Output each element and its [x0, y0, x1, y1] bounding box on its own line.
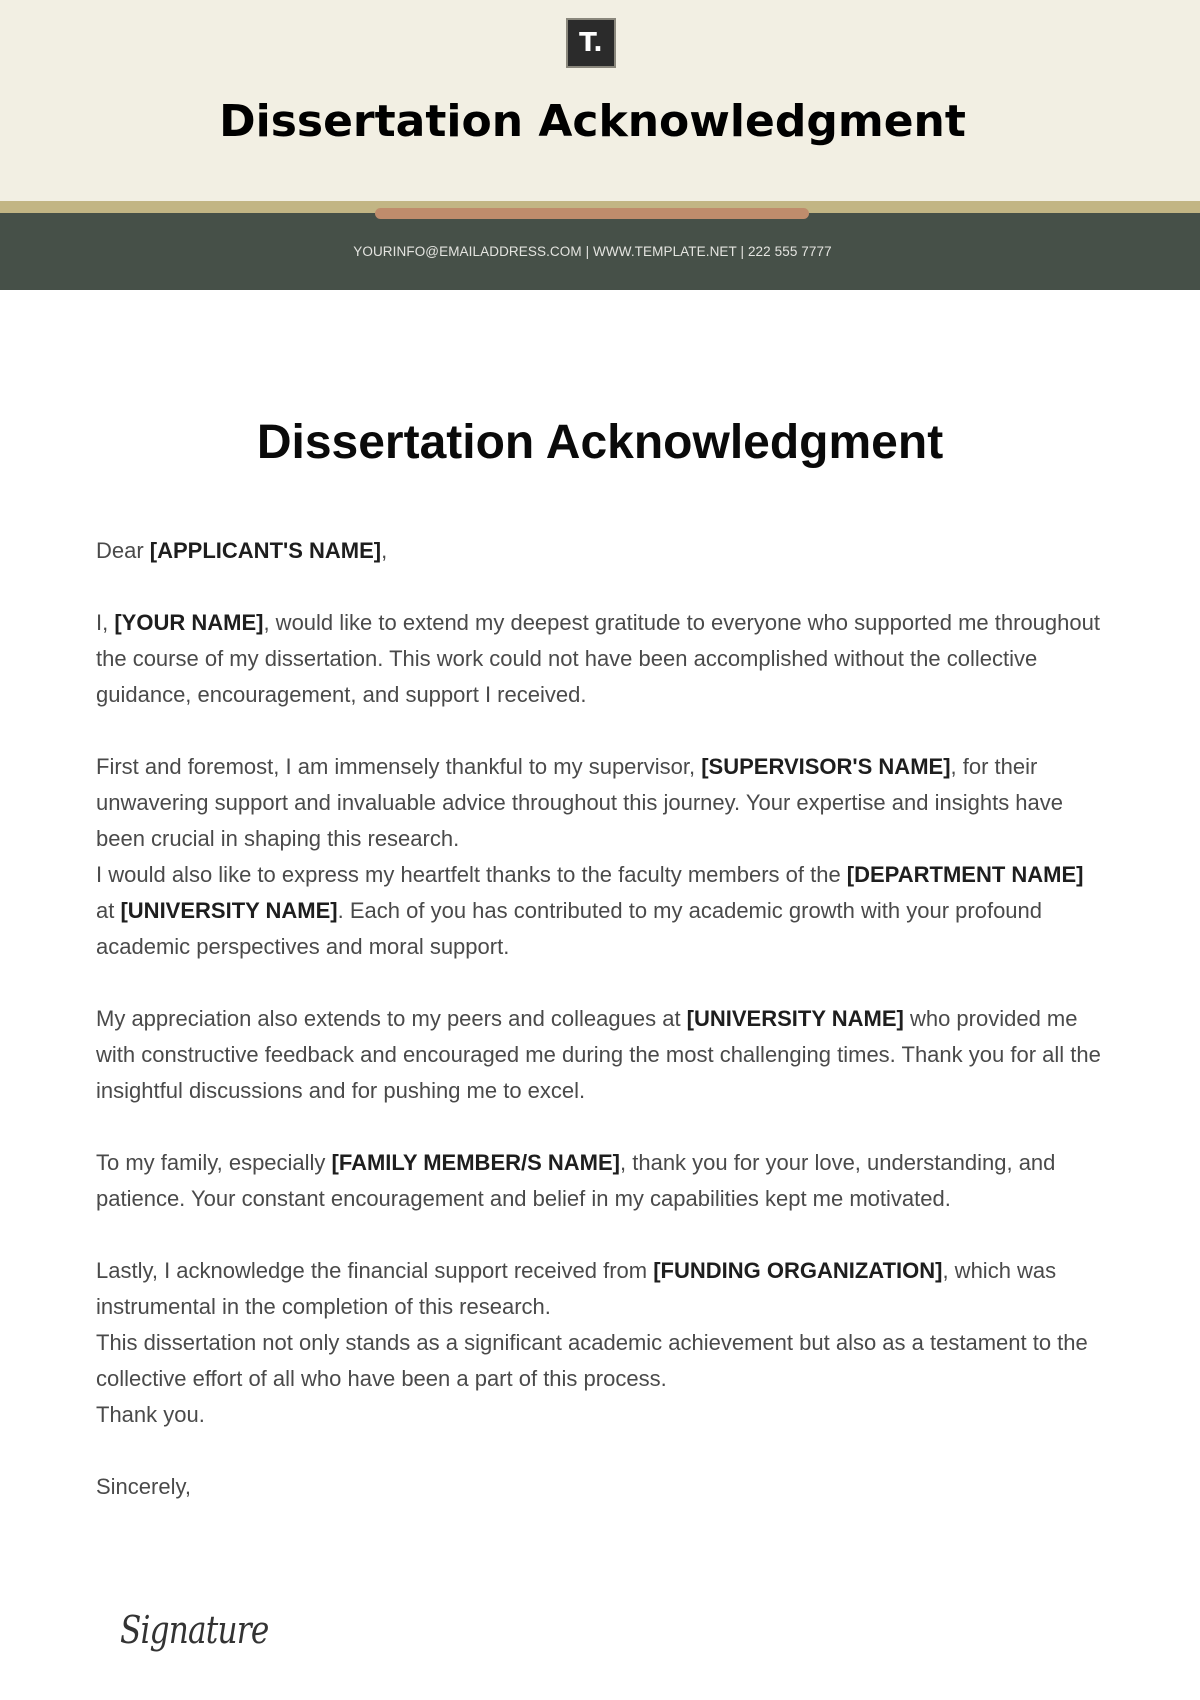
copper-accent-bar — [375, 208, 809, 219]
template-logo — [566, 18, 616, 68]
applicant-name-placeholder: [APPLICANT'S NAME] — [149, 538, 382, 563]
document-title: Dissertation Acknowledgment — [256, 416, 944, 469]
supervisor-name-placeholder: [SUPERVISOR'S NAME] — [701, 754, 951, 779]
signature: Signature — [120, 1608, 269, 1652]
closing: Sincerely, — [96, 1474, 191, 1499]
paragraph-intro: I, [YOUR NAME], would like to extend my deepest gratitude to everyone who supported me throughout the course of my dissertation. This work could not have been accomplished without the collective guidance, encouragement, and support I received. — [96, 610, 1100, 707]
paragraph-family: To my family, especially [FAMILY MEMBER/S NAME], thank you for your love, understanding, and patience. Your constant encouragement and belief in my capabilities kept me motivated. — [96, 1150, 1056, 1211]
paragraph-faculty: I would also like to express my heartfelt thanks to the faculty members of the [DEPARTMENT NAME] at [UNIVERSITY NAME]. Each of you has contributed to my academic growth with your profound academic perspectives and moral support. — [96, 862, 1084, 959]
university-name-placeholder: [UNIVERSITY NAME] — [686, 1006, 904, 1031]
funding-organization-placeholder: [FUNDING ORGANIZATION] — [653, 1258, 943, 1283]
university-name-placeholder: [UNIVERSITY NAME] — [120, 898, 338, 923]
paragraph-peers: My appreciation also extends to my peers and colleagues at [UNIVERSITY NAME] who provided me with constructive feedback and encouraged me during the most challenging times. Thank you for all the insightful discussions and for pushing me to excel. — [96, 1006, 1101, 1103]
your-name-placeholder: [YOUR NAME] — [114, 610, 264, 635]
logo-t-icon: T. — [579, 28, 603, 58]
thank-you-line: Thank you. — [96, 1402, 205, 1427]
header-title: Dissertation Acknowledgment — [219, 96, 966, 147]
paragraph-funding: Lastly, I acknowledge the financial support received from [FUNDING ORGANIZATION], which was instrumental in the completion of this research. — [96, 1258, 1057, 1319]
paragraph-testament: This dissertation not only stands as a significant academic achievement but also as a testament to the collective effort of all who have been a part of this process. — [96, 1330, 1088, 1391]
family-member-placeholder: [FAMILY MEMBER/S NAME] — [331, 1150, 621, 1175]
department-name-placeholder: [DEPARTMENT NAME] — [846, 862, 1084, 887]
salutation: Dear [APPLICANT'S NAME], — [96, 538, 388, 563]
letter-body — [96, 533, 1106, 1505]
paragraph-supervisor: First and foremost, I am immensely thankful to my supervisor, [SUPERVISOR'S NAME], for their unwavering support and invaluable advice throughout this journey. Your expertise and insights have been crucial in shaping this research. — [96, 754, 1064, 851]
contact-info: YOURINFO@EMAILADDRESS.COM | WWW.TEMPLATE.NET | 222 555 7777 — [353, 244, 832, 259]
